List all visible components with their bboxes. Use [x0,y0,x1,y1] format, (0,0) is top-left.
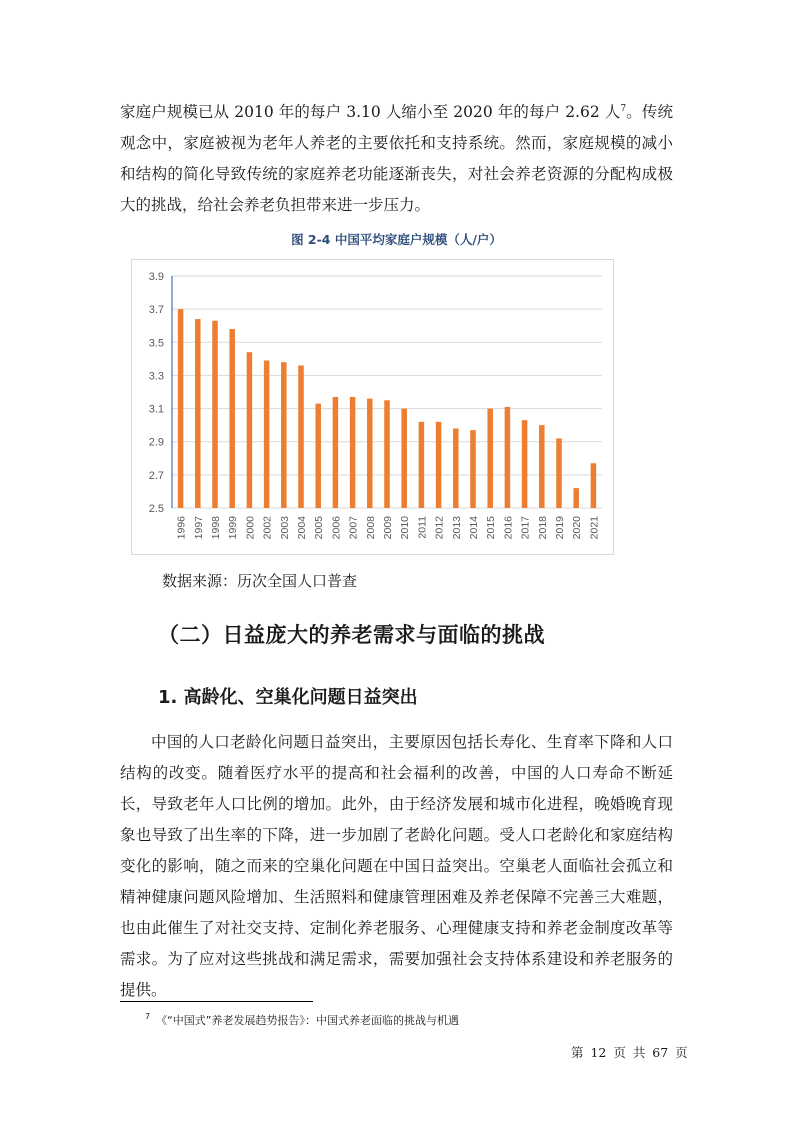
intro-paragraph [120,97,673,221]
x-tick-label: 2009 [382,516,394,540]
y-tick-label: 2.9 [148,436,164,449]
subsection-heading: 1. 高龄化、空巢化问题日益突出 [158,687,418,708]
y-tick-label: 2.7 [148,469,164,482]
x-tick-label: 2010 [399,516,412,540]
x-tick-label: 2020 [571,516,584,540]
bar [281,362,287,508]
bar [419,422,425,508]
x-tick-label: 2014 [468,516,480,540]
chart-svg [132,260,615,556]
x-tick-label: 2016 [502,516,515,540]
footnote-reference[interactable]: 7 [620,103,627,114]
x-tick-label: 2007 [347,516,360,540]
y-tick-label: 3.1 [148,403,164,416]
bar [384,400,390,508]
bar [178,309,184,508]
bar [350,397,356,508]
bar [333,397,339,508]
x-tick-label: 2012 [433,516,446,540]
bar [195,319,201,508]
bar [539,425,545,508]
x-tick-label: 2000 [244,516,257,540]
footnote-text: 《“中国式”养老发展趋势报告》：中国式养老面临的挑战与机遇 [156,1014,459,1027]
bar [470,430,476,508]
bar [453,428,459,508]
y-tick-label: 3.5 [148,337,164,350]
x-tick-label: 2003 [278,516,291,540]
x-tick-label: 2006 [330,516,343,540]
footnote-number: 7 [145,1012,151,1022]
bar [556,438,562,508]
x-tick-label: 2002 [261,516,274,540]
bar [315,404,321,508]
bar [401,409,407,508]
page-number: 第 12 页 共 67 页 [571,1045,688,1060]
x-tick-label: 2005 [313,516,326,540]
bar [212,321,218,508]
bar [522,420,528,508]
bar [573,488,579,508]
figure-caption: 图 2-4 中国平均家庭户规模（人/户） [291,232,502,247]
x-tick-label: 2018 [536,516,549,540]
bar [298,365,304,508]
figure-source: 数据来源：历次全国人口普查 [162,572,358,590]
x-tick-label: 1996 [175,516,188,540]
bar [436,422,442,508]
x-tick-label: 1999 [227,516,240,540]
x-tick-label: 2021 [588,516,601,540]
x-tick-label: 2015 [485,516,498,540]
bar [247,352,253,508]
x-tick-label: 1998 [210,516,222,540]
x-tick-label: 2019 [554,516,566,540]
y-tick-label: 3.3 [148,370,164,383]
y-tick-label: 3.7 [148,304,164,317]
footnote-divider [120,1001,313,1002]
section-heading: （二）日益庞大的养老需求与面临的挑战 [158,623,545,647]
footnote [145,1012,459,1028]
bar [505,407,511,508]
x-tick-label: 2008 [364,516,377,540]
x-tick-label: 2004 [296,516,308,540]
body-paragraph: 中国的人口老龄化问题日益突出，主要原因包括长寿化、生育率下降和人口结构的改变。随着医疗水平的提高和社会福利的改善，中国的人口寿命不断延长，导致老年人口比例的增加。此外，由于经济发展和城市化进程，晚婚晚育现象也导致了出生率的下降，进一步加剧了老龄化问题。受人口老龄化和家庭结构变化的影响，随之而来的空巢化问题在中国日益突出。空巢老人面临社会孤立和精神健康问题风险增加、生活照料和健康管理困难及养老保障不完善三大难题，也由此催生了对社交支持、定制化养老服务、心理健康支持和养老金制度改革等需求。为了应对这些挑战和满足需求，需要加强社会支持体系建设和养老服务的提供。 [120,733,673,999]
intro-text-before: 家庭户规模已从 2010 年的每户 3.10 人缩小至 2020 年的每户 2.62 人 [120,103,621,121]
x-tick-label: 2017 [519,516,532,540]
x-tick-label: 2011 [416,516,429,539]
bar [264,361,270,508]
bar [591,463,597,508]
household-size-chart [131,259,614,555]
bar [487,409,493,508]
bar [229,329,235,508]
y-tick-label: 3.9 [148,271,164,283]
intro-text-after: 。传统观念中，家庭被视为老年人养老的主要依托和支持系统。然而，家庭规模的减小和结构的简化导致传统的家庭养老功能逐渐丧失，对社会养老资源的分配构成极大的挑战，给社会养老负担带来进一步压力。 [120,103,673,214]
y-tick-label: 2.5 [148,503,164,515]
x-tick-label: 1997 [192,516,205,540]
bar [367,399,373,508]
x-tick-label: 2013 [450,516,463,540]
